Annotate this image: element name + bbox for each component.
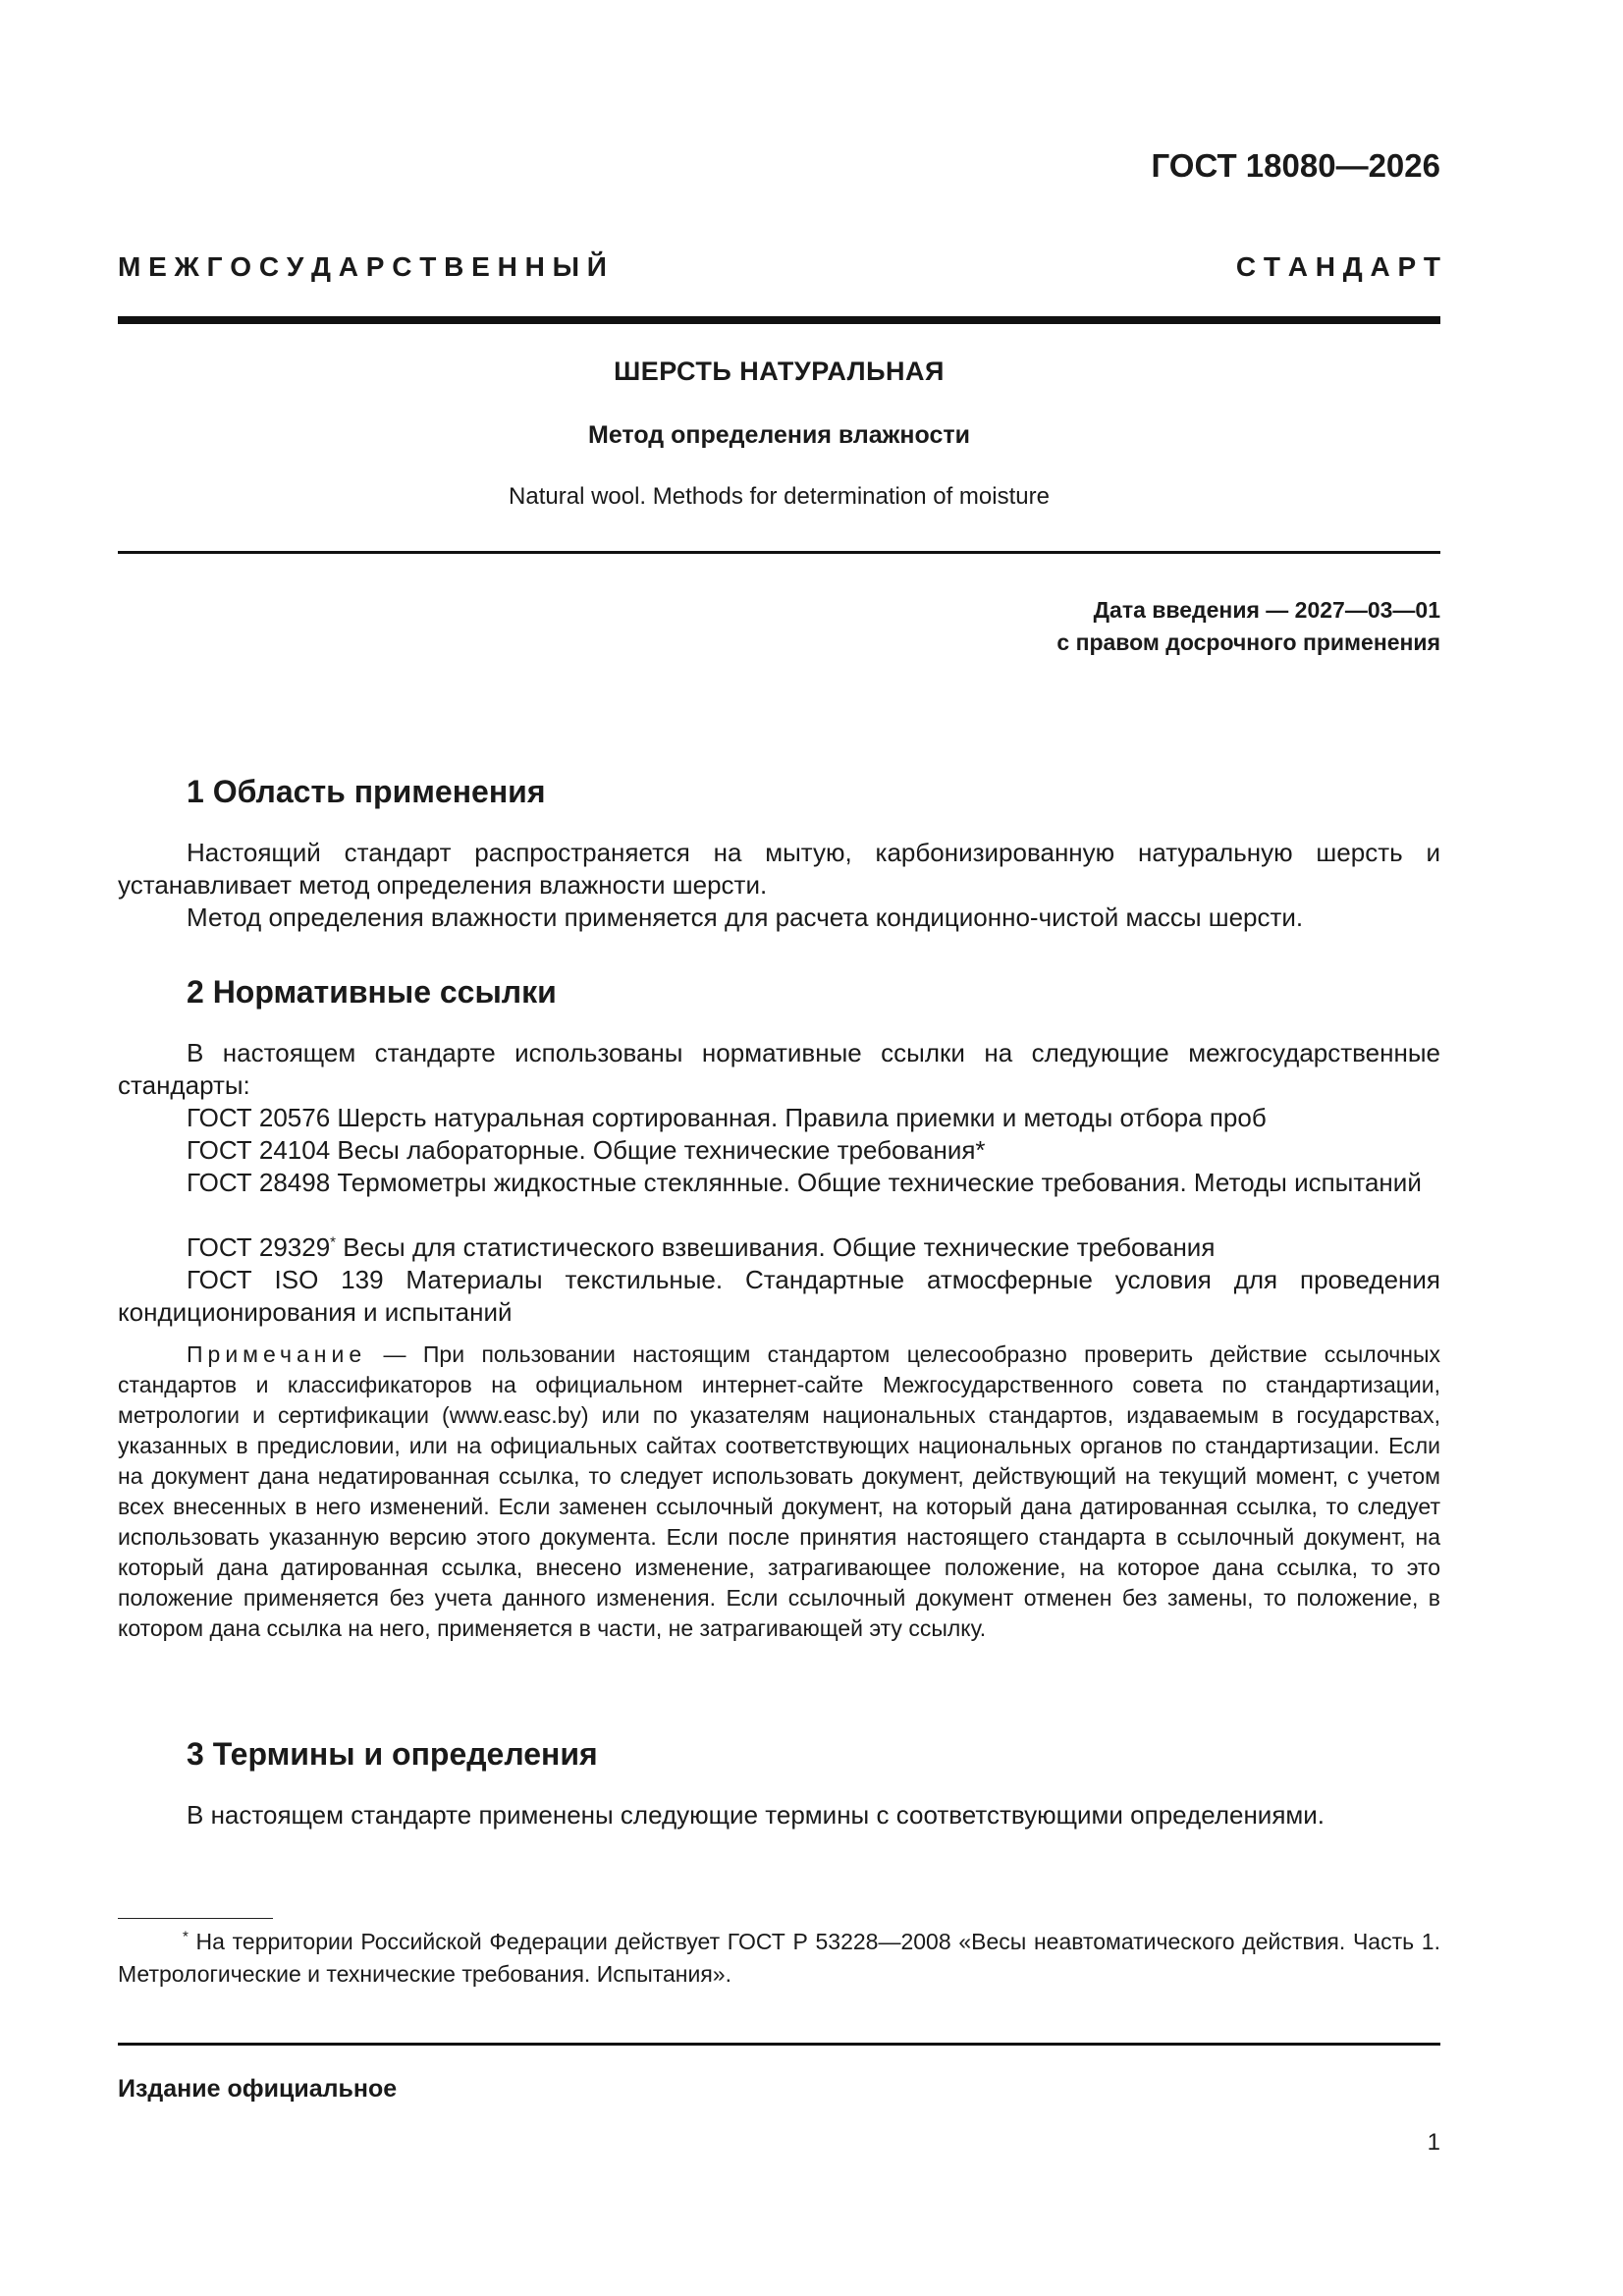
standard-type-word-1: М Е Ж Г О С У Д А Р С Т В Е Н Н Ы Й [118, 251, 607, 282]
note-label: Примечание [187, 1341, 367, 1367]
section-heading-1: 1 Область применения [187, 774, 546, 809]
reference-gost-20576: ГОСТ 20576 Шерсть натуральная сортированная. Правила приемки и методы отбора проб [187, 1103, 1267, 1132]
section-heading-2: 2 Нормативные ссылки [187, 974, 557, 1010]
introduction-date-line: Дата введения — 2027—03—01 [1093, 597, 1440, 623]
reference-gost-29329-title: Весы для статистического взвешивания. Общие технические требования [336, 1232, 1216, 1262]
section-1-paragraph-2: Метод определения влажности применяется для расчета кондиционно-чистой массы шерсти. [187, 902, 1304, 932]
reference-gost-24104: ГОСТ 24104 Весы лабораторные. Общие технические требования* [187, 1135, 986, 1165]
section-heading-3: 3 Термины и определения [187, 1736, 598, 1772]
reference-gost-iso-139: ГОСТ ISO 139 Материалы текстильные. Стандартные атмосферные условия для проведения кондиционирования и испытаний [118, 1265, 1440, 1327]
introduction-date [1056, 594, 1440, 659]
footer-divider [118, 2043, 1440, 2046]
early-application-line: с правом досрочного применения [1056, 629, 1440, 655]
section-3-paragraph-1: В настоящем стандарте применены следующие термины с соответствующими определениями. [187, 1800, 1325, 1830]
reference-gost-29329-code: ГОСТ 29329 [187, 1232, 331, 1262]
document-title: ШЕРСТЬ НАТУРАЛЬНАЯ [614, 356, 945, 386]
page-number: 1 [1427, 2129, 1440, 2156]
official-edition-label: Издание официальное [118, 2075, 398, 2103]
title-divider [118, 551, 1440, 554]
footnote-text: На территории Российской Федерации действует ГОСТ Р 53228—2008 «Весы неавтоматического действия. Часть 1. Метрологические и технические требования. Испытания». [118, 1929, 1440, 1987]
reference-gost-28498: ГОСТ 28498 Термометры жидкостные стеклянные. Общие технические требования. Методы испытаний [187, 1168, 1422, 1197]
normative-note [118, 1339, 1440, 1644]
note-text: — При пользовании настоящим стандартом целесообразно проверить действие ссылочных стандартов и классификаторов на официальном интернет-сайте Межгосударственного совета по стандартизации, метрологии и сертификации (www.easc.by) или по указателям национальных стандартов, издаваемым в государствах, указанных в предисловии, или на официальных сайтах соответствующих национальных органов по стандартизации. Если на документ дана недатированная ссылка, то следует использовать документ, действующий на текущий момент, с учетом всех внесенных в него изменений. Если заменен ссылочный документ, на который дана датированная ссылка, то следует использовать указанную версию этого документа. Если после принятия настоящего стандарта в ссылочный документ, на который дана датированная ссылка, внесено изменение, затрагивающее положение, на которое дана ссылка, то это положение применяется без учета данного изменения. Если ссылочный документ отменен без замены, то положение, в котором дана ссылка на него, применяется в части, не затрагивающей эту ссылку. [118, 1341, 1440, 1641]
footnote [118, 1926, 1440, 1991]
document-subtitle: Метод определения влажности [588, 421, 970, 449]
section-2-paragraph-1: В настоящем стандарте использованы нормативные ссылки на следующие межгосударственные стандарты: [118, 1038, 1440, 1100]
standard-type-word-2: С Т А Н Д А Р Т [1235, 251, 1440, 282]
standard-type [118, 251, 1440, 283]
reference-gost-29329 [118, 1231, 1440, 1264]
document-title-english: Natural wool. Methods for determination of moisture [509, 483, 1050, 510]
section-1-paragraph-1: Настоящий стандарт распространяется на мытую, карбонизированную натуральную шерсть и устанавливает метод определения влажности шерсти. [118, 838, 1440, 900]
footnote-divider [118, 1918, 273, 1919]
header-divider [118, 316, 1440, 324]
document-number: ГОСТ 18080—2026 [1151, 147, 1440, 184]
footnote-mark: * [183, 1928, 189, 1945]
footnote-marker: * [330, 1233, 337, 1251]
